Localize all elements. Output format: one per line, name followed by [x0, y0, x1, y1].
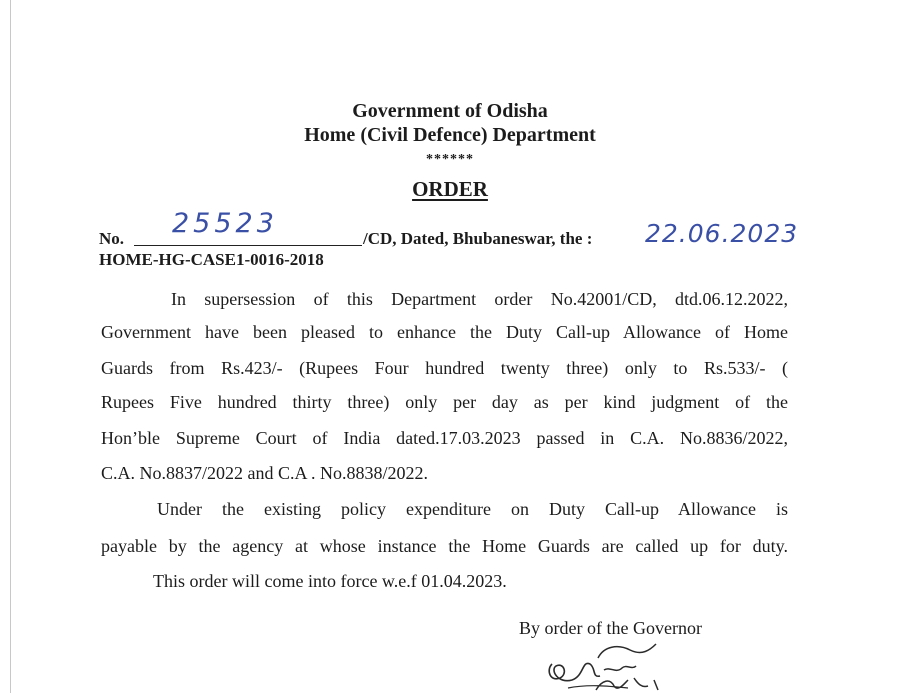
- body-line-4: Rupees Five hundred thirty three) only per day as per kind judgment of the: [101, 392, 788, 412]
- body-line-2: Government have been pleased to enhance the Duty Call-up Allowance of Home: [101, 322, 788, 342]
- order-dated-text: /CD, Dated, Bhubaneswar, the :: [363, 229, 593, 248]
- body-line-9: This order will come into force w.e.f 01.04.2023.: [153, 571, 507, 591]
- signature: [538, 640, 688, 693]
- order-number-underline: [134, 245, 362, 246]
- government-heading: Government of Odisha: [352, 100, 548, 122]
- department-heading: Home (Civil Defence) Department: [304, 124, 596, 146]
- body-line-6: C.A. No.8837/2022 and C.A . No.8838/2022.: [101, 463, 429, 483]
- body-line-1: In supersession of this Department order No.42001/CD, dtd.06.12.2022,: [171, 289, 788, 309]
- file-reference: HOME-HG-CASE1-0016-2018: [99, 250, 324, 269]
- by-order-of-governor: By order of the Governor: [519, 618, 702, 638]
- order-date-handwritten: 22.06.2023: [645, 219, 799, 248]
- body-line-3: Guards from Rs.423/- (Rupees Four hundred twenty three) only to Rs.533/- (: [101, 358, 788, 378]
- body-line-8: payable by the agency at whose instance the Home Guards are called up for duty.: [101, 536, 788, 556]
- body-line-5: Hon’ble Supreme Court of India dated.17.03.2023 passed in C.A. No.8836/2022,: [101, 428, 788, 448]
- body-line-7: Under the existing policy expenditure on Duty Call-up Allowance is: [157, 499, 788, 519]
- order-number-handwritten: 25523: [172, 208, 278, 239]
- heading-separator: ******: [426, 152, 474, 167]
- order-number-label: No.: [99, 229, 125, 248]
- order-title: ORDER: [412, 177, 488, 201]
